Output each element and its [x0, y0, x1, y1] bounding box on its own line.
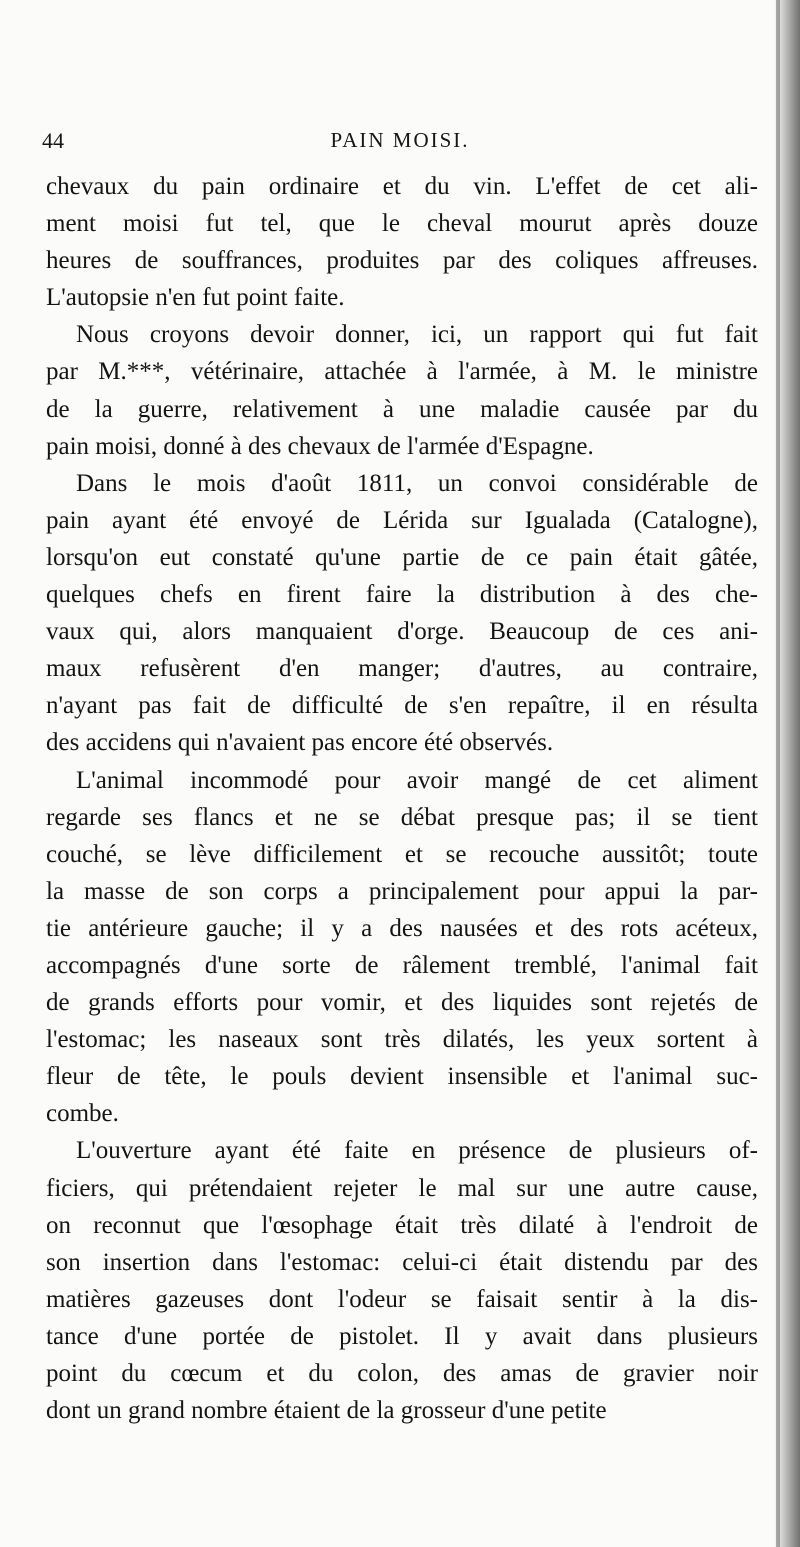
- text-line: par M.***, vétérinaire, attachée à l'armée, à M. le ministre: [46, 358, 758, 386]
- text-line: quelques chefs en firent faire la distribution à des che-: [46, 581, 758, 609]
- text-line: on reconnut que l'œsophage était très dilaté à l'endroit de: [46, 1211, 758, 1239]
- text-line: point du cœcum et du colon, des amas de gravier noir: [46, 1360, 758, 1387]
- text-line: la masse de son corps a principalement pour appui la par-: [46, 877, 758, 905]
- text-line: ficiers, qui prétendaient rejeter le mal sur une autre cause,: [46, 1174, 758, 1202]
- text-line: de grands efforts pour vomir, et des liquides sont rejetés de: [46, 989, 758, 1017]
- text-line: L'animal incommodé pour avoir mangé de cet aliment: [76, 766, 758, 794]
- text-line: couché, se lève difficilement et se recouche aussitôt; toute: [46, 840, 758, 868]
- running-title: PAIN MOISI.: [330, 128, 470, 152]
- text-line: son insertion dans l'estomac: celui-ci était distendu par des: [46, 1248, 758, 1276]
- text-line: L'ouverture ayant été faite en présence de plusieurs of-: [76, 1137, 758, 1165]
- body-text: [46, 168, 758, 1429]
- text-line: des accidens qui n'avaient pas encore été observés.: [46, 729, 554, 757]
- text-line: matières gazeuses dont l'odeur se faisait sentir à la dis-: [46, 1285, 758, 1313]
- text-line: accompagnés d'une sorte de râlement tremblé, l'animal fait: [46, 951, 758, 979]
- paragraph: [46, 465, 758, 762]
- paragraph: [46, 316, 758, 464]
- text-line: de la guerre, relativement à une maladie causée par du: [46, 395, 758, 423]
- text-line: dont un grand nombre étaient de la grosseur d'une petite: [46, 1397, 607, 1425]
- text-line: l'estomac; les naseaux sont très dilatés, les yeux sortent à: [46, 1026, 758, 1054]
- text-line: chevaux du pain ordinaire et du vin. L'effet de cet ali-: [46, 173, 758, 200]
- text-line: combe.: [46, 1100, 119, 1128]
- text-line: n'ayant pas fait de difficulté de s'en repaître, il en résulta: [46, 692, 758, 720]
- page-edge-gradient: [774, 0, 800, 1547]
- page-number: 44: [42, 128, 64, 153]
- paragraph: [46, 762, 758, 1133]
- text-line: tance d'une portée de pistolet. Il y avait dans plusieurs: [46, 1322, 758, 1350]
- text-line: tie antérieure gauche; il y a des nausées et des rots acéteux,: [46, 914, 758, 942]
- paragraph: [46, 168, 758, 316]
- text-line: vaux qui, alors manquaient d'orge. Beaucoup de ces ani-: [46, 618, 758, 646]
- text-line: Nous croyons devoir donner, ici, un rapport qui fut fait: [76, 321, 758, 349]
- text-line: fleur de tête, le pouls devient insensible et l'animal suc-: [46, 1063, 758, 1091]
- text-line: ment moisi fut tel, que le cheval mourut après douze: [46, 210, 758, 238]
- text-line: heures de souffrances, produites par des coliques affreuses.: [46, 247, 758, 275]
- text-line: lorsqu'on eut constaté qu'une partie de ce pain était gâtée,: [46, 543, 758, 571]
- text-line: L'autopsie n'en fut point faite.: [46, 284, 345, 312]
- page-header: [40, 128, 760, 158]
- text-line: maux refusèrent d'en manger; d'autres, au contraire,: [46, 655, 758, 683]
- paragraph: [46, 1132, 758, 1429]
- show-through-text: [40, 96, 760, 117]
- text-line: Dans le mois d'août 1811, un convoi considérable de: [76, 469, 758, 497]
- text-line: pain ayant été envoyé de Lérida sur Igualada (Catalogne),: [46, 506, 758, 534]
- text-line: pain moisi, donné à des chevaux de l'armée d'Espagne.: [46, 432, 594, 460]
- text-line: regarde ses flancs et ne se débat presque pas; il se tient: [46, 803, 758, 831]
